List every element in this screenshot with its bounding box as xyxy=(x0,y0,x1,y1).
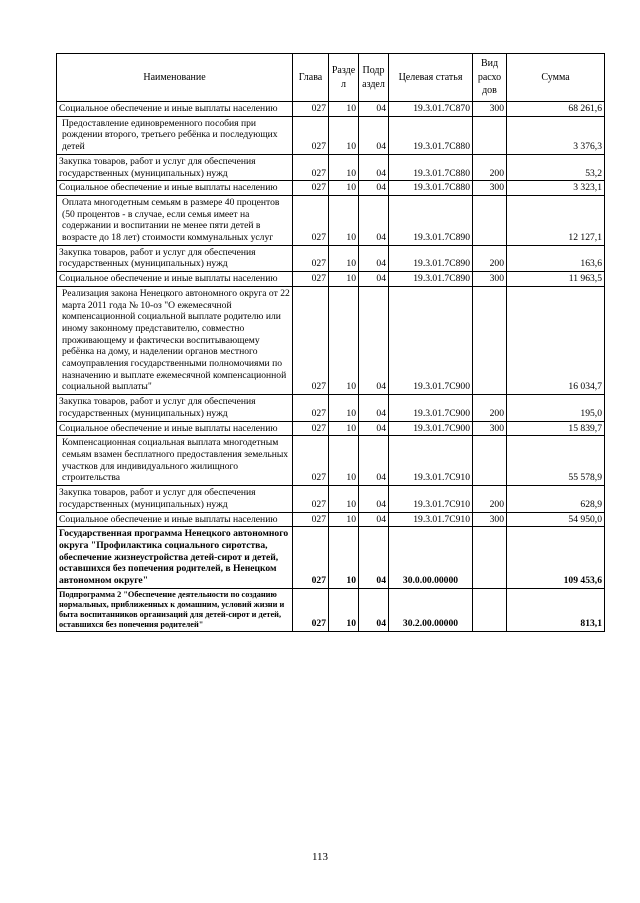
budget-table xyxy=(56,53,605,632)
row-razdel: 10 xyxy=(329,181,359,196)
row-vid xyxy=(473,527,507,589)
row-glava: 027 xyxy=(293,486,329,512)
row-razdel: 10 xyxy=(329,195,359,245)
row-vid xyxy=(473,436,507,486)
row-sum: 16 034,7 xyxy=(507,286,605,394)
row-name: Закупка товаров, работ и услуг для обеспечения государственных (муниципальных) нужд xyxy=(57,486,293,512)
row-target: 19.3.01.7С890 xyxy=(389,195,473,245)
row-sum: 55 578,9 xyxy=(507,436,605,486)
row-glava: 027 xyxy=(293,154,329,180)
row-sum: 3 376,3 xyxy=(507,116,605,154)
table-row xyxy=(57,181,605,196)
row-glava: 027 xyxy=(293,527,329,589)
row-name: Государственная программа Ненецкого автономного округа "Профилактика социального сиротства, обеспечение жизнеустройства детей-сирот и детей, оставшихся без попечения родителей, в Ненецком автономном округе" xyxy=(57,527,293,589)
row-name: Реализация закона Ненецкого автономного округа от 22 марта 2011 года № 10-оз "О ежемесячной компенсационной социальной выплате родителю или иному законному представителю, совместно проживающему и фактически воспитывающему ребёнка на дому, и наделении органов местного самоуправления государственными полномочиями по назначению и выплате ежемесячной компенсационной социальной выплаты" xyxy=(57,286,293,394)
header-vid: Вид расхо дов xyxy=(473,54,507,102)
table-row xyxy=(57,154,605,180)
row-razdel: 10 xyxy=(329,421,359,436)
row-name: Закупка товаров, работ и услуг для обеспечения государственных (муниципальных) нужд xyxy=(57,245,293,271)
row-razdel: 10 xyxy=(329,245,359,271)
row-razdel: 10 xyxy=(329,286,359,394)
row-vid xyxy=(473,588,507,631)
row-name: Подпрограмма 2 "Обеспечение деятельности по созданию нормальных, приближенных к домашним, условий жизни и быта воспитанников организаций для детей-сирот и детей, оставшихся без попечения родителей" xyxy=(57,588,293,631)
row-sum: 54 950,0 xyxy=(507,512,605,527)
row-glava: 027 xyxy=(293,116,329,154)
row-podrazdel: 04 xyxy=(359,181,389,196)
row-glava: 027 xyxy=(293,395,329,421)
row-podrazdel: 04 xyxy=(359,116,389,154)
table-row xyxy=(57,245,605,271)
row-vid: 300 xyxy=(473,102,507,117)
table-row-subprogram xyxy=(57,588,605,631)
row-target: 19.3.01.7С910 xyxy=(389,436,473,486)
row-podrazdel: 04 xyxy=(359,154,389,180)
table-row xyxy=(57,286,605,394)
row-vid: 200 xyxy=(473,486,507,512)
row-podrazdel: 04 xyxy=(359,527,389,589)
table-row xyxy=(57,195,605,245)
table-row xyxy=(57,436,605,486)
row-glava: 027 xyxy=(293,286,329,394)
table-row xyxy=(57,486,605,512)
row-target: 19.3.01.7С880 xyxy=(389,116,473,154)
table-row xyxy=(57,102,605,117)
row-sum: 11 963,5 xyxy=(507,272,605,287)
row-target: 19.3.01.7С910 xyxy=(389,486,473,512)
row-podrazdel: 04 xyxy=(359,486,389,512)
row-razdel: 10 xyxy=(329,154,359,180)
row-podrazdel: 04 xyxy=(359,286,389,394)
row-name: Социальное обеспечение и иные выплаты населению xyxy=(57,512,293,527)
row-target: 19.3.01.7С900 xyxy=(389,286,473,394)
row-podrazdel: 04 xyxy=(359,588,389,631)
row-target: 19.3.01.7С870 xyxy=(389,102,473,117)
row-podrazdel: 04 xyxy=(359,512,389,527)
row-podrazdel: 04 xyxy=(359,436,389,486)
row-name: Оплата многодетным семьям в размере 40 процентов (50 процентов - в случае, если семья имеет на содержании и воспитании не менее пяти детей в возрасте до 18 лет) стоимости коммунальных услуг xyxy=(57,195,293,245)
page-number: 113 xyxy=(311,851,329,863)
row-glava: 027 xyxy=(293,181,329,196)
row-vid: 200 xyxy=(473,395,507,421)
row-podrazdel: 04 xyxy=(359,395,389,421)
row-name: Социальное обеспечение и иные выплаты населению xyxy=(57,272,293,287)
row-target: 19.3.01.7С880 xyxy=(389,154,473,180)
row-glava: 027 xyxy=(293,245,329,271)
row-name: Социальное обеспечение и иные выплаты населению xyxy=(57,421,293,436)
row-target: 30.0.00.00000 xyxy=(389,527,473,589)
row-sum: 12 127,1 xyxy=(507,195,605,245)
table-row xyxy=(57,272,605,287)
row-vid xyxy=(473,286,507,394)
row-vid: 200 xyxy=(473,245,507,271)
row-razdel: 10 xyxy=(329,116,359,154)
row-razdel: 10 xyxy=(329,272,359,287)
row-sum: 53,2 xyxy=(507,154,605,180)
row-name: Социальное обеспечение и иные выплаты населению xyxy=(57,181,293,196)
row-vid xyxy=(473,195,507,245)
header-target: Целевая статья xyxy=(389,54,473,102)
row-name: Предоставление единовременного пособия при рождении второго, третьего ребёнка и последующих детей xyxy=(57,116,293,154)
row-sum: 813,1 xyxy=(507,588,605,631)
row-razdel: 10 xyxy=(329,395,359,421)
table-row xyxy=(57,421,605,436)
row-razdel: 10 xyxy=(329,102,359,117)
row-podrazdel: 04 xyxy=(359,245,389,271)
row-sum: 3 323,1 xyxy=(507,181,605,196)
row-target: 19.3.01.7С890 xyxy=(389,272,473,287)
row-vid: 200 xyxy=(473,154,507,180)
row-name: Закупка товаров, работ и услуг для обеспечения государственных (муниципальных) нужд xyxy=(57,395,293,421)
header-podrazdel: Подр аздел xyxy=(359,54,389,102)
row-glava: 027 xyxy=(293,436,329,486)
row-glava: 027 xyxy=(293,421,329,436)
row-podrazdel: 04 xyxy=(359,102,389,117)
row-target: 30.2.00.00000 xyxy=(389,588,473,631)
row-podrazdel: 04 xyxy=(359,421,389,436)
row-target: 19.3.01.7С900 xyxy=(389,395,473,421)
header-sum: Сумма xyxy=(507,54,605,102)
header-razdel: Разде л xyxy=(329,54,359,102)
table-row xyxy=(57,116,605,154)
row-vid: 300 xyxy=(473,421,507,436)
table-row xyxy=(57,395,605,421)
row-glava: 027 xyxy=(293,512,329,527)
row-razdel: 10 xyxy=(329,588,359,631)
row-sum: 195,0 xyxy=(507,395,605,421)
row-sum: 628,9 xyxy=(507,486,605,512)
row-vid: 300 xyxy=(473,512,507,527)
row-vid: 300 xyxy=(473,272,507,287)
row-sum: 109 453,6 xyxy=(507,527,605,589)
row-vid xyxy=(473,116,507,154)
row-glava: 027 xyxy=(293,195,329,245)
row-glava: 027 xyxy=(293,102,329,117)
row-target: 19.3.01.7С900 xyxy=(389,421,473,436)
row-glava: 027 xyxy=(293,588,329,631)
row-podrazdel: 04 xyxy=(359,195,389,245)
row-target: 19.3.01.7С890 xyxy=(389,245,473,271)
row-razdel: 10 xyxy=(329,486,359,512)
row-glava: 027 xyxy=(293,272,329,287)
row-razdel: 10 xyxy=(329,512,359,527)
row-name: Закупка товаров, работ и услуг для обеспечения государственных (муниципальных) нужд xyxy=(57,154,293,180)
row-razdel: 10 xyxy=(329,527,359,589)
header-glava: Глава xyxy=(293,54,329,102)
header-row xyxy=(57,54,605,102)
row-name: Социальное обеспечение и иные выплаты населению xyxy=(57,102,293,117)
row-razdel: 10 xyxy=(329,436,359,486)
row-sum: 163,6 xyxy=(507,245,605,271)
header-name: Наименование xyxy=(57,54,293,102)
row-vid: 300 xyxy=(473,181,507,196)
row-target: 19.3.01.7С880 xyxy=(389,181,473,196)
table-row xyxy=(57,512,605,527)
row-sum: 68 261,6 xyxy=(507,102,605,117)
table-row-program xyxy=(57,527,605,589)
row-sum: 15 839,7 xyxy=(507,421,605,436)
row-podrazdel: 04 xyxy=(359,272,389,287)
row-target: 19.3.01.7С910 xyxy=(389,512,473,527)
row-name: Компенсационная социальная выплата многодетным семьям взамен бесплатного предоставления земельных участков для индивидуального жилищного строительства xyxy=(57,436,293,486)
